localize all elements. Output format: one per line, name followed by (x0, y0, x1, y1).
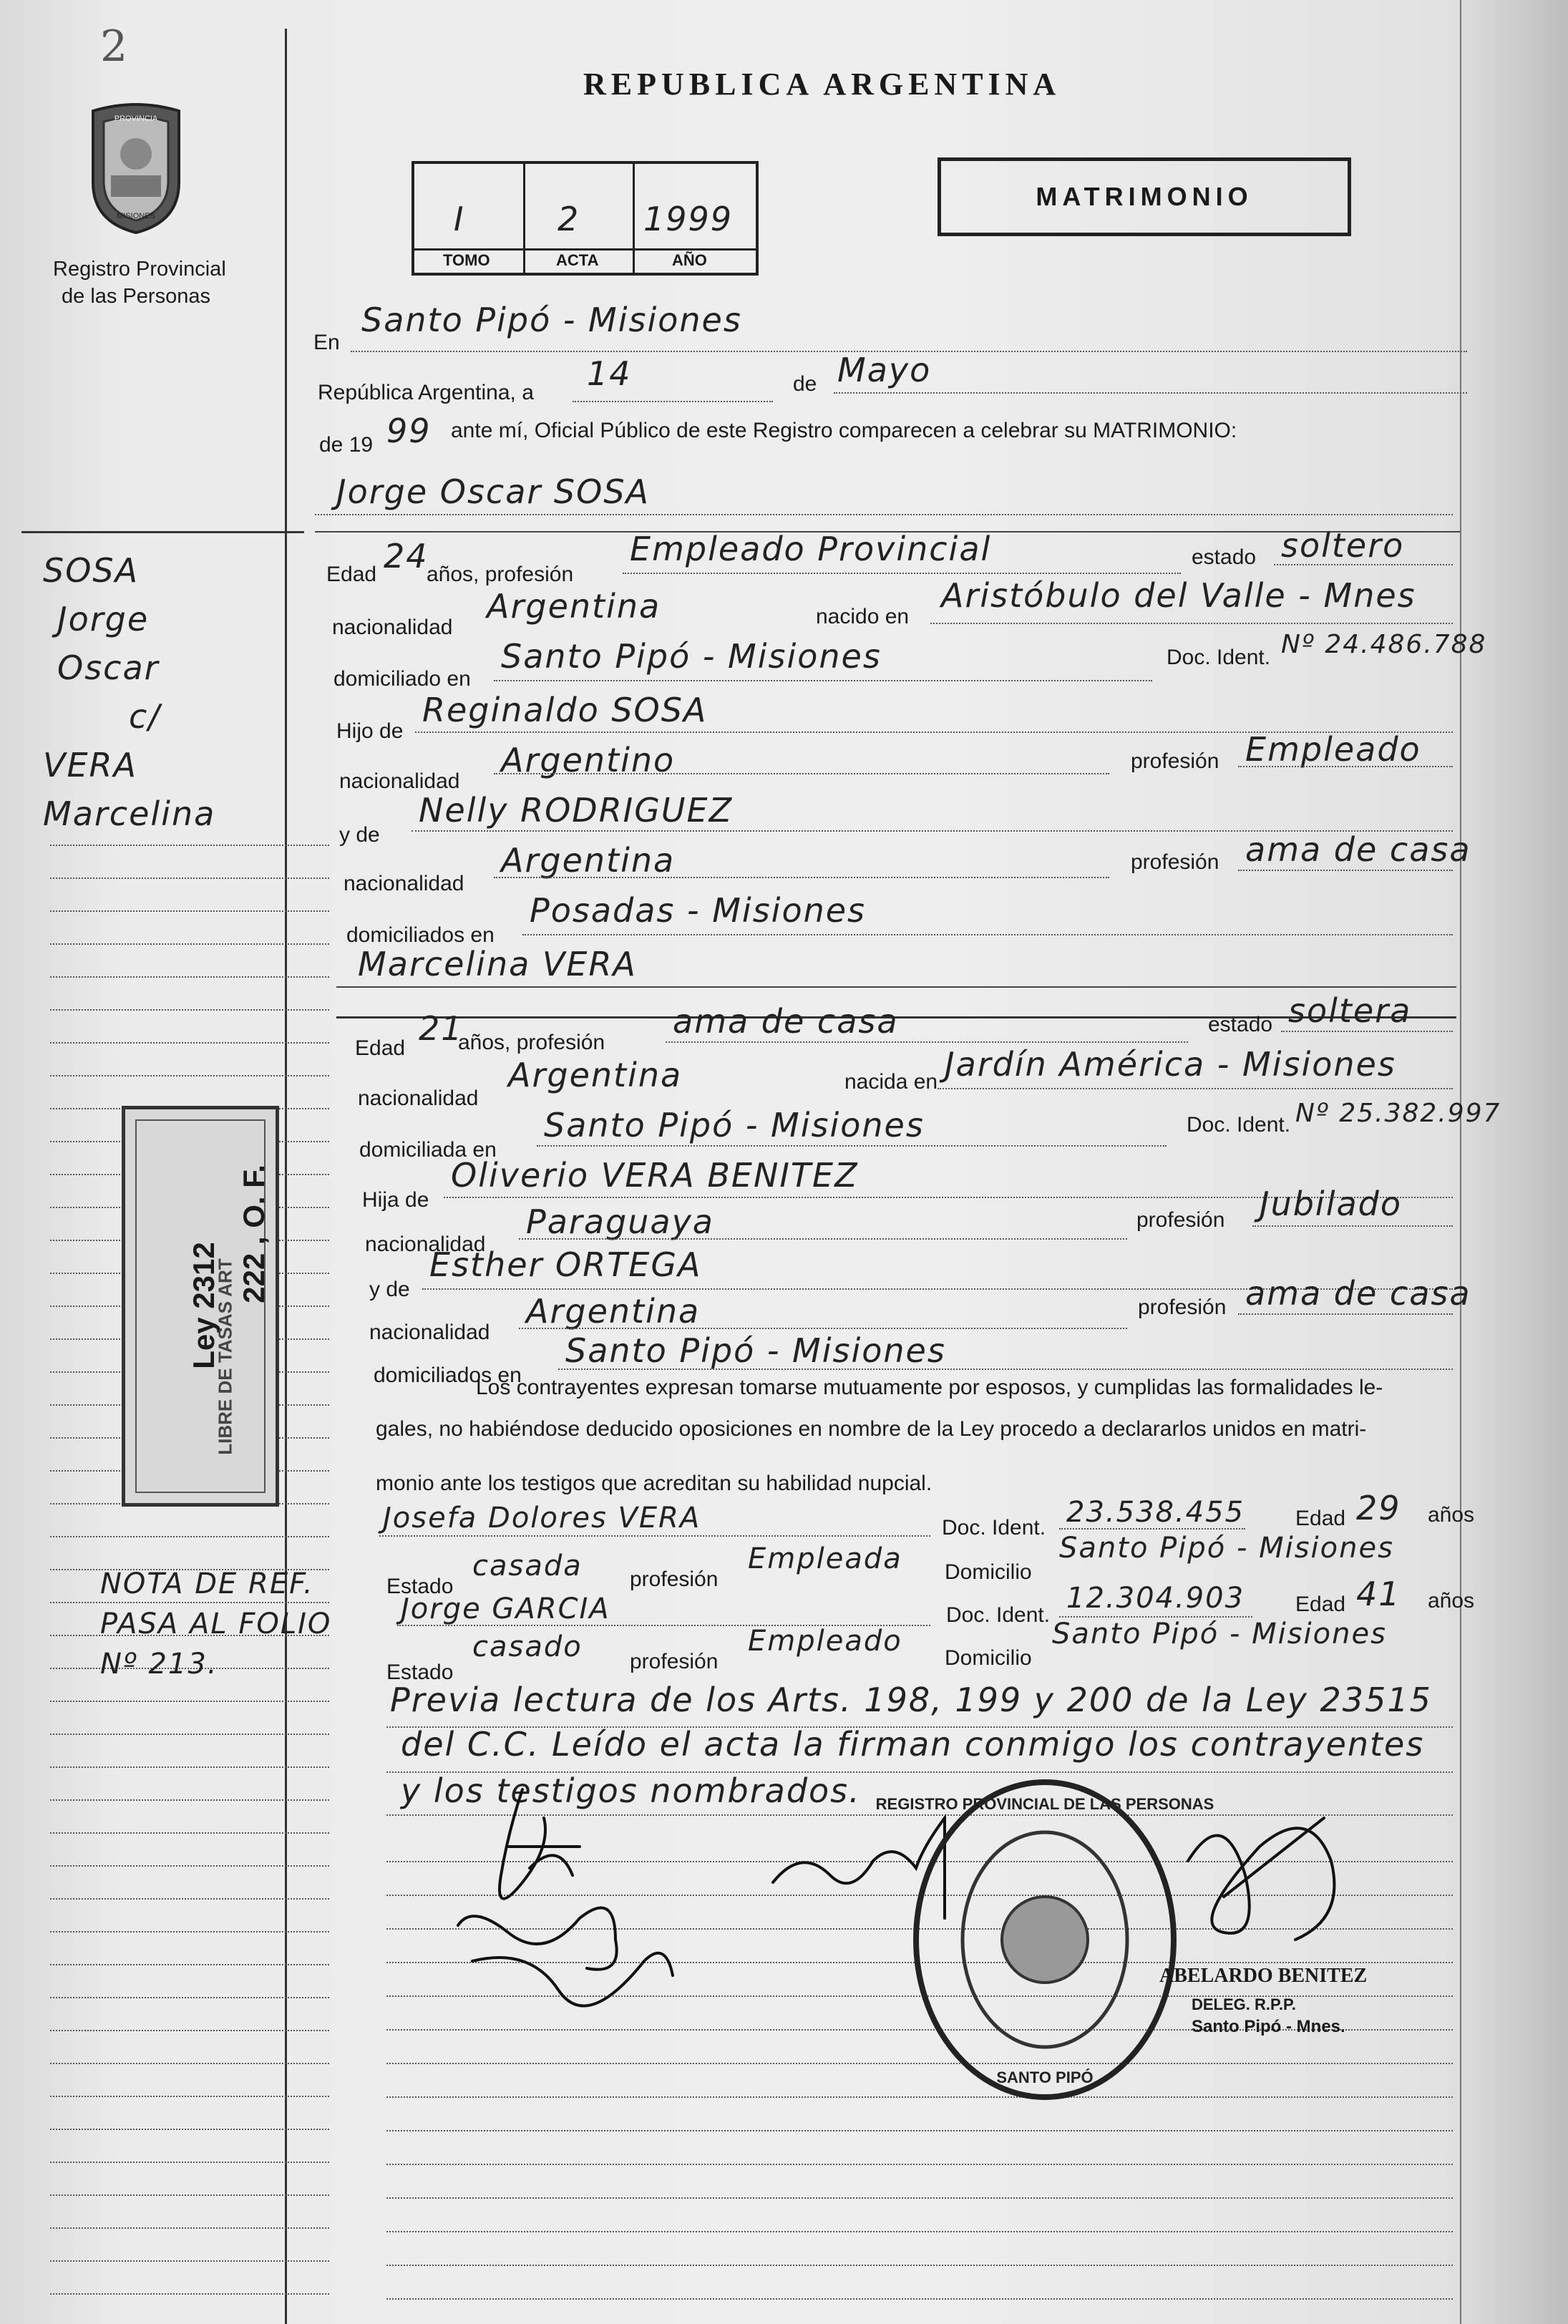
groom-mother-profession: ama de casa (1245, 830, 1471, 869)
ruled-line (50, 2096, 329, 2097)
year-suffix: 99 (386, 412, 432, 450)
witness2-estado-label: Estado (386, 1661, 454, 1684)
witness2-anos-label: años (1428, 1589, 1475, 1613)
bride-civil-status: soltera (1288, 991, 1412, 1030)
witness1-doc: 23.538.455 (1066, 1496, 1245, 1529)
bride-father-nationality: Paraguaya (526, 1202, 714, 1241)
ruled-line (50, 1931, 329, 1932)
groom-nat-label: nacionalidad (332, 616, 453, 639)
groom-father: Reginaldo SOSA (422, 691, 708, 729)
country-title: REPUBLICA ARGENTINA (583, 67, 1061, 102)
groom-age: 24 (384, 537, 429, 575)
ano-label: AÑO (672, 251, 707, 269)
witness1-domicilio-label: Domicilio (945, 1560, 1032, 1584)
groom-estado-label: estado (1192, 545, 1257, 569)
bride-estado-label: estado (1208, 1013, 1273, 1036)
act-type: MATRIMONIO (1036, 182, 1253, 211)
witness2-doc: 12.304.903 (1066, 1582, 1245, 1615)
bride-father-nat-label: nacionalidad (365, 1233, 486, 1256)
year-prefix: de 19 (319, 433, 374, 457)
ruled-line (50, 1964, 329, 1965)
ano-value: 1999 (643, 200, 734, 238)
witness2-doc-label: Doc. Ident. (946, 1603, 1051, 1627)
groom-yde-label: y de (339, 823, 380, 847)
bride-doc: Nº 25.382.997 (1295, 1099, 1501, 1128)
ruled-line (50, 877, 329, 879)
ruled-line (50, 1898, 329, 1900)
groom-domicile: Santo Pipó - Misiones (501, 637, 882, 676)
acta-label: ACTA (556, 251, 599, 269)
closing-line2: del C.C. Leído el acta la firman conmigo los contrayentes (401, 1725, 1425, 1764)
witness1-profession: Empleada (748, 1542, 902, 1575)
ruled-line (50, 2030, 329, 2031)
page-number: 2 (100, 21, 128, 72)
groom-profession: Empleado Provincial (630, 530, 992, 568)
groom-dom-label: domiciliado en (333, 667, 471, 691)
seal-top-text: PROVINCIA (114, 115, 158, 123)
bride-mother-profession: ama de casa (1245, 1274, 1471, 1313)
registry-line1: Registro Provincial (53, 258, 226, 281)
declaration-line2: gales, no habiéndose deducido oposiciones en nombre de la Ley procedo a declararlos unidos en matri- (376, 1417, 1367, 1441)
closing-line1: Previa lectura de los Arts. 198, 199 y 200 de la Ley 23515 (390, 1681, 1432, 1719)
ruled-line (50, 2063, 329, 2064)
bride-anos-label: años, profesión (458, 1031, 605, 1054)
groom-mother-nat-label: nacionalidad (344, 872, 464, 895)
bride-nacida-label: nacida en (844, 1070, 938, 1094)
witness2-name: Jorge GARCIA (401, 1593, 610, 1625)
groom-mother-nationality: Argentina (501, 841, 676, 880)
intro-day: 14 (587, 354, 632, 393)
ruled-line (50, 1602, 329, 1603)
bride-parents-dom-label: domiciliados en (374, 1363, 522, 1387)
declaration-line1: Los contrayentes expresan tomarse mutuamente por esposos, y cumplidas las formalidades le- (476, 1376, 1383, 1399)
ruled-line (50, 976, 329, 978)
margin-name-entry: Oscar (57, 648, 160, 687)
seal-bottom-text: MISIONES (117, 212, 155, 220)
intro-place: Santo Pipó - Misiones (361, 301, 742, 339)
bride-nat-label: nacionalidad (358, 1086, 479, 1110)
official-seal-bottom: SANTO PIPÓ (996, 2068, 1094, 2086)
ruled-line (50, 1799, 329, 1801)
stamp-line3: LIBRE DE TASAS ART (214, 1258, 236, 1455)
ruled-line (386, 2231, 1453, 2232)
groom-nacido-label: nacido en (816, 605, 910, 628)
groom-father-nat-label: nacionalidad (339, 769, 460, 793)
witness2-edad-label: Edad (1295, 1593, 1346, 1616)
de-label: de (793, 372, 817, 396)
ruled-line (50, 1075, 329, 1076)
bride-edad-label: Edad (355, 1036, 406, 1060)
bride-birthplace: Jardín América - Misiones (945, 1045, 1396, 1084)
witness1-doc-label: Doc. Ident. (942, 1516, 1046, 1540)
ruled-line (50, 2194, 329, 2196)
bride-father-profession: Jubilado (1260, 1185, 1403, 1223)
witness1-domicile: Santo Pipó - Misiones (1059, 1532, 1394, 1565)
groom-mother: Nelly RODRIGUEZ (419, 791, 734, 830)
bride-doc-label: Doc. Ident. (1187, 1113, 1291, 1137)
ruled-line (50, 1701, 329, 1702)
stamp-line1: Ley 2312 (187, 1242, 220, 1369)
bride-yde-label: y de (369, 1278, 410, 1301)
witness1-edad-label: Edad (1295, 1507, 1346, 1530)
act-type-box (938, 157, 1351, 236)
ruled-line (386, 2298, 1453, 2300)
record-box (412, 161, 759, 276)
ruled-line (50, 1009, 329, 1011)
bride-hija-label: Hija de (362, 1188, 429, 1212)
ruled-line (50, 1734, 329, 1735)
groom-parents-dom-label: domiciliados en (346, 923, 495, 947)
registry-line2: de las Personas (62, 285, 210, 308)
ruled-line (386, 2197, 1453, 2199)
acta-value: 2 (557, 200, 580, 238)
bride-mother-nationality: Argentina (526, 1292, 701, 1331)
signature-4 (1188, 1818, 1334, 1940)
ruled-line (50, 1832, 329, 1834)
signature-1 (500, 1789, 580, 1899)
margin-note-line: NOTA DE REF. (100, 1567, 314, 1600)
witness2-civil-status: casado (472, 1630, 583, 1663)
province-seal-icon (86, 104, 186, 236)
margin-name-entry: Marcelina (43, 794, 216, 833)
signature-2 (458, 1907, 673, 2005)
ruled-line (50, 1997, 329, 1998)
witness1-age: 29 (1356, 1489, 1401, 1527)
groom-father-profession: Empleado (1245, 730, 1421, 769)
witness2-profession: Empleado (748, 1625, 902, 1658)
witness1-profesion-label: profesión (630, 1567, 719, 1591)
official-title: DELEG. R.P.P. (1192, 1995, 1296, 2013)
margin-stamp (122, 1106, 279, 1507)
ruled-line (50, 1865, 329, 1867)
ruled-line (50, 1042, 329, 1044)
closing-line3: y los testigos nombrados. (401, 1771, 861, 1810)
ruled-line (50, 1536, 329, 1537)
groom-doc-label: Doc. Ident. (1167, 646, 1271, 669)
groom-hijo-label: Hijo de (336, 719, 404, 743)
intro-statement: ante mí, Oficial Público de este Registro comparecen a celebrar su MATRIMONIO: (451, 419, 1237, 442)
witness2-domicile: Santo Pipó - Misiones (1052, 1618, 1387, 1650)
bride-mother: Esther ORTEGA (429, 1245, 702, 1284)
margin-name-entry: SOSA (43, 551, 140, 590)
ruled-line (386, 2130, 1453, 2131)
witness1-civil-status: casada (472, 1550, 583, 1582)
bride-domicile: Santo Pipó - Misiones (544, 1106, 925, 1144)
ruled-line (386, 2164, 1453, 2165)
margin-name-entry: c/ (129, 697, 161, 736)
bride-mother-nat-label: nacionalidad (369, 1321, 490, 1344)
ruled-line (50, 943, 329, 945)
official-name: ABELARDO BENITEZ (1159, 1965, 1368, 1987)
intro-month: Mayo (837, 351, 932, 389)
ruled-line (50, 2129, 329, 2130)
ruled-line (50, 910, 329, 912)
official-place: Santo Pipó - Mnes. (1192, 2017, 1345, 2036)
groom-birthplace: Aristóbulo del Valle - Mnes (941, 576, 1416, 615)
ruled-line (50, 2227, 329, 2229)
groom-nationality: Argentina (487, 587, 661, 626)
groom-edad-label: Edad (326, 563, 377, 586)
witness1-estado-label: Estado (386, 1575, 454, 1598)
witness2-domicilio-label: Domicilio (945, 1646, 1032, 1670)
groom-full-name: Jorge Oscar SOSA (336, 472, 651, 511)
groom-anos-label: años, profesión (427, 563, 574, 586)
groom-doc: Nº 24.486.788 (1281, 630, 1487, 659)
margin-note-line: PASA AL FOLIO (100, 1608, 332, 1640)
ruled-line (50, 1766, 329, 1768)
official-seal-icon (875, 1775, 1214, 2104)
witness2-profesion-label: profesión (630, 1650, 719, 1673)
ruled-line (386, 2265, 1453, 2266)
bride-father: Oliverio VERA BENITEZ (451, 1156, 859, 1195)
bride-mother-prof-label: profesión (1138, 1295, 1227, 1319)
stamp-line2: 222 , O. F. (237, 1165, 271, 1303)
witness2-age: 41 (1356, 1575, 1401, 1613)
witness1-anos-label: años (1428, 1503, 1475, 1527)
republica-label: República Argentina, a (318, 381, 534, 404)
bride-full-name: Marcelina VERA (358, 945, 637, 983)
groom-parents-domicile: Posadas - Misiones (530, 891, 867, 930)
bride-nationality: Argentina (508, 1056, 683, 1094)
ruled-line (50, 845, 329, 846)
bride-dom-label: domiciliada en (359, 1138, 497, 1162)
bride-age: 21 (419, 1009, 464, 1048)
margin-name-entry: Jorge (57, 600, 150, 638)
tomo-label: TOMO (443, 251, 490, 269)
margin-note-line: Nº 213. (100, 1648, 218, 1681)
en-label: En (313, 331, 340, 354)
bride-profession: ama de casa (673, 1002, 899, 1041)
declaration-line3: monio ante los testigos que acreditan su habilidad nupcial. (376, 1472, 932, 1495)
witness1-name: Josefa Dolores VERA (383, 1502, 701, 1535)
bride-father-prof-label: profesión (1136, 1208, 1225, 1232)
bride-parents-domicile: Santo Pipó - Misiones (565, 1331, 946, 1370)
ruled-line (50, 2162, 329, 2163)
margin-divider (285, 29, 287, 2324)
tomo-value: I (454, 200, 465, 238)
ruled-line (50, 2293, 329, 2295)
groom-civil-status: soltero (1281, 526, 1405, 565)
groom-father-nationality: Argentino (501, 741, 676, 779)
official-seal-text: REGISTRO PROVINCIAL DE LAS PERSONAS (875, 1795, 1214, 1813)
groom-mother-prof-label: profesión (1131, 850, 1219, 874)
groom-father-prof-label: profesión (1131, 749, 1219, 773)
margin-name-entry: VERA (43, 746, 137, 784)
ruled-line (50, 2260, 329, 2262)
